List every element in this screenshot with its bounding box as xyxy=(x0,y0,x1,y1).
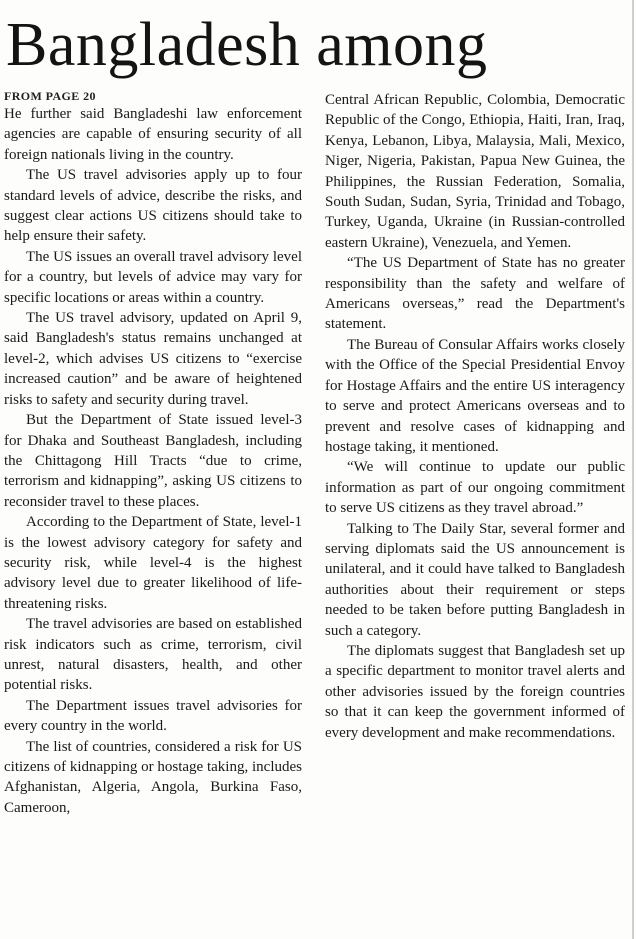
article-paragraph: “We will continue to update our public information as part of our ongoing commitment to serve US citizens as they travel abroad.” xyxy=(325,459,625,517)
right-column xyxy=(325,90,625,938)
article-paragraph: The US travel advisories apply up to four standard levels of advice, describe the risks, and suggest clear actions US citizens should take to help ensure their safety. xyxy=(4,167,302,245)
headline: Bangladesh among xyxy=(6,11,488,79)
article-paragraph: Talking to The Daily Star, several former and serving diplomats said the US announcement is unilateral, and it could have talked to Bangladesh authorities about their requirement or steps needed to be taken before putting Bangladesh in such a category. xyxy=(325,520,625,639)
article-paragraph: The US travel advisory, updated on April 9, said Bangladesh's status remains unchanged at level-2, which advises US citizens to “exercise increased caution” and be aware of heightened risks to safety and security during travel. xyxy=(4,310,302,408)
article-paragraph: The US issues an overall travel advisory level for a country, but levels of advice may vary for specific locations or areas within a country. xyxy=(4,248,302,306)
left-column xyxy=(4,88,302,936)
article-paragraph: The Department issues travel advisories for every country in the world. xyxy=(4,697,302,735)
article-paragraph: The Bureau of Consular Affairs works closely with the Office of the Special Presidential Envoy for Hostage Affairs and the entire US interagency to serve and protect Americans overseas and to prevent and resolve cases of kidnapping and hostage taking, it mentioned. xyxy=(325,336,625,455)
article-paragraph: Central African Republic, Colombia, Democratic Republic of the Congo, Ethiopia, Haiti, Iran, Iraq, Kenya, Lebanon, Libya, Malaysia, Mali, Mexico, Niger, Nigeria, Pakistan, Papua New Guinea, the Philippines, the Russian Federation, Somalia, South Sudan, Sudan, Syria, Trinidad and Tobago, Turkey, Uganda, Ukraine (in Russian-controlled eastern Ukraine), Venezuela, and Yemen. xyxy=(325,92,625,251)
article-paragraph: “The US Department of State has no greater responsibility than the safety and welfare of Americans overseas,” read the Department's statement. xyxy=(325,255,625,333)
right-column-body xyxy=(325,90,625,743)
article-paragraph: The diplomats suggest that Bangladesh set up a specific department to monitor travel alerts and other advisories issued by the foreign countries so that it can keep the government informed of every development and make recommendations. xyxy=(325,642,625,741)
article-paragraph: But the Department of State issued level-3 for Dhaka and Southeast Bangladesh, including the Chittagong Hill Tracts “due to crime, terrorism and kidnapping”, asking US citizens to reconsider travel to these places. xyxy=(4,412,302,510)
article-paragraph: The travel advisories are based on established risk indicators such as crime, terrorism, civil unrest, natural disasters, health, and other potential risks. xyxy=(4,616,302,694)
article-paragraph: He further said Bangladeshi law enforcement agencies are capable of ensuring security of all foreign nationals living in the country. xyxy=(4,106,302,163)
article-paragraph: The list of countries, considered a risk for US citizens of kidnapping or hostage taking, includes Afghanistan, Algeria, Angola, Burkina Faso, Cameroon, xyxy=(4,738,302,816)
article-paragraph: According to the Department of State, level-1 is the lowest advisory category for safety and security risk, while level-4 is the highest advisory level due to greater likelihood of life-threatening risks. xyxy=(4,514,302,612)
left-column-body xyxy=(4,104,302,818)
page-edge-rule xyxy=(632,0,634,939)
continued-from-kicker: FROM PAGE 20 xyxy=(4,89,96,103)
